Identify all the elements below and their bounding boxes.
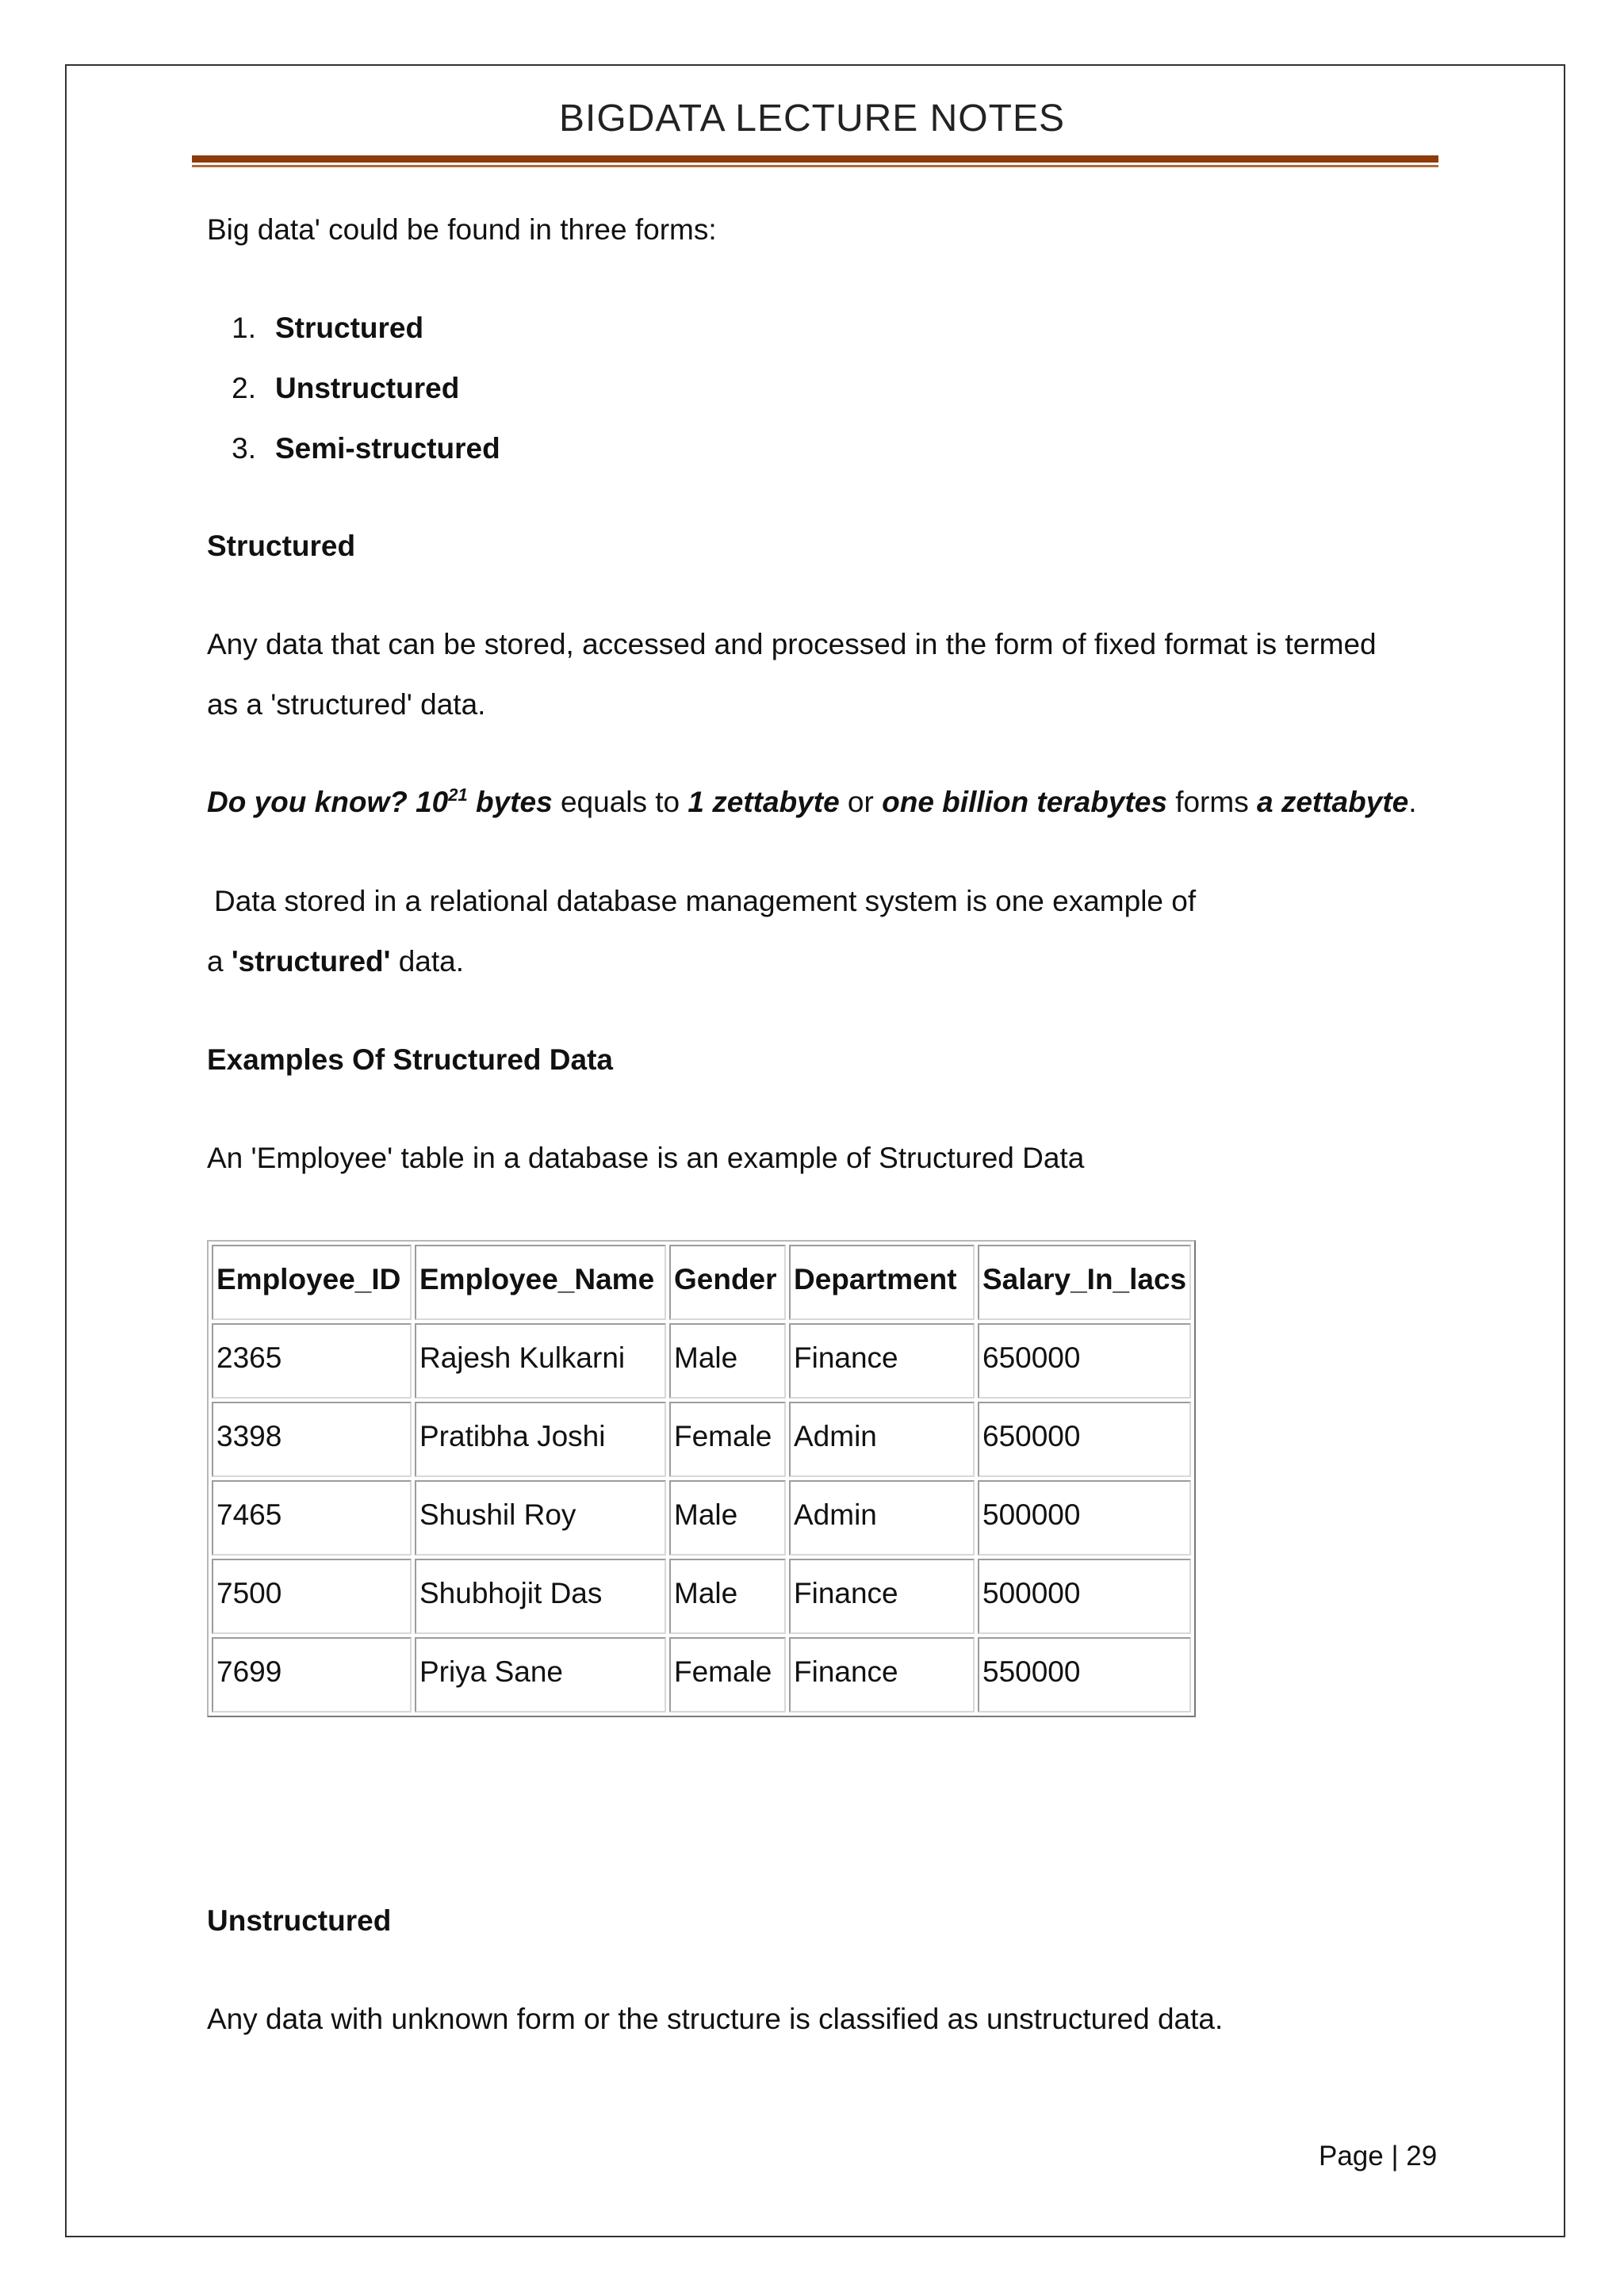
- page-label: Page: [1319, 2141, 1384, 2172]
- column-header: Gender: [669, 1245, 786, 1320]
- table-header-row: [212, 1245, 1191, 1320]
- table-row: [212, 1402, 1191, 1477]
- table-cell: Admin: [789, 1480, 975, 1556]
- header-rule-thick: [192, 155, 1438, 163]
- fact-prefix: Do you know? 10: [207, 786, 449, 818]
- fact-billion: one billion terabytes: [882, 786, 1167, 818]
- column-header: Employee_Name: [415, 1245, 666, 1320]
- rdbms-line2-bold: 'structured': [231, 945, 391, 978]
- table-row: [212, 1480, 1191, 1556]
- page-number: 29: [1406, 2141, 1438, 2172]
- table-cell: 500000: [978, 1480, 1191, 1556]
- table-row: [212, 1559, 1191, 1634]
- table-cell: Priya Sane: [415, 1637, 666, 1712]
- table-cell: 7500: [212, 1559, 412, 1634]
- list-number: 3.: [232, 432, 256, 465]
- table-cell: 500000: [978, 1559, 1191, 1634]
- examples-caption: An 'Employee' table in a database is an example of Structured Data: [207, 1142, 1085, 1174]
- fact-or: or: [839, 786, 883, 818]
- unstructured-definition: Any data with unknown form or the structure is classified as unstructured data.: [207, 2003, 1224, 2035]
- column-header: Department: [789, 1245, 975, 1320]
- fact-bytes: bytes: [467, 786, 553, 818]
- table-cell: 7465: [212, 1480, 412, 1556]
- fact-zettabyte: 1 zettabyte: [688, 786, 840, 818]
- list-number: 1.: [232, 312, 256, 344]
- rdbms-line2-pre: a: [207, 945, 232, 978]
- table-cell: Female: [669, 1402, 786, 1477]
- list-label: Semi-structured: [275, 432, 500, 465]
- table-cell: Male: [669, 1480, 786, 1556]
- table-cell: Pratibha Joshi: [415, 1402, 666, 1477]
- rdbms-line2-post: data.: [390, 945, 465, 978]
- structured-heading: Structured: [207, 530, 356, 562]
- table-cell: Male: [669, 1559, 786, 1634]
- table-cell: 2365: [212, 1323, 412, 1399]
- table-cell: Rajesh Kulkarni: [415, 1323, 666, 1399]
- table-cell: 650000: [978, 1402, 1191, 1477]
- table-row: [212, 1323, 1191, 1399]
- rdbms-line2: [207, 944, 464, 979]
- intro-text: Big data' could be found in three forms:: [207, 213, 717, 246]
- fact-equals: equals to: [552, 786, 688, 818]
- column-header: Salary_In_lacs: [978, 1245, 1191, 1320]
- table-cell: Shushil Roy: [415, 1480, 666, 1556]
- table-cell: Admin: [789, 1402, 975, 1477]
- list-item: [207, 363, 500, 423]
- examples-heading: Examples Of Structured Data: [207, 1043, 613, 1076]
- table-cell: Finance: [789, 1323, 975, 1399]
- fact-period: .: [1408, 786, 1417, 818]
- zettabyte-fact: [207, 785, 1417, 820]
- list-item: [207, 303, 500, 363]
- page-footer: [1319, 2141, 1437, 2172]
- employee-table: [207, 1240, 1196, 1717]
- table-cell: Finance: [789, 1559, 975, 1634]
- rdbms-line1: Data stored in a relational database management system is one example of: [214, 885, 1197, 917]
- table-cell: Shubhojit Das: [415, 1559, 666, 1634]
- forms-list: [207, 303, 500, 484]
- table-cell: 650000: [978, 1323, 1191, 1399]
- page-header-title: BIGDATA LECTURE NOTES: [559, 98, 1065, 140]
- table-cell: 3398: [212, 1402, 412, 1477]
- table-cell: Female: [669, 1637, 786, 1712]
- list-label: Structured: [275, 312, 424, 344]
- page-separator: |: [1383, 2141, 1407, 2172]
- table-cell: Male: [669, 1323, 786, 1399]
- fact-forms: forms: [1166, 786, 1257, 818]
- header-rule-thin: [192, 165, 1438, 167]
- structured-definition-line1: Any data that can be stored, accessed and processed in the form of fixed format is termed: [207, 628, 1377, 660]
- table-cell: 550000: [978, 1637, 1191, 1712]
- list-item: [207, 423, 500, 484]
- table-row: [212, 1637, 1191, 1712]
- structured-definition-line2: as a 'structured' data.: [207, 688, 486, 721]
- fact-exponent: 21: [448, 785, 468, 805]
- column-header: Employee_ID: [212, 1245, 412, 1320]
- fact-a-zettabyte: a zettabyte: [1256, 786, 1409, 818]
- table-cell: Finance: [789, 1637, 975, 1712]
- unstructured-heading: Unstructured: [207, 1904, 392, 1937]
- table-cell: 7699: [212, 1637, 412, 1712]
- list-number: 2.: [232, 372, 256, 404]
- list-label: Unstructured: [275, 372, 460, 404]
